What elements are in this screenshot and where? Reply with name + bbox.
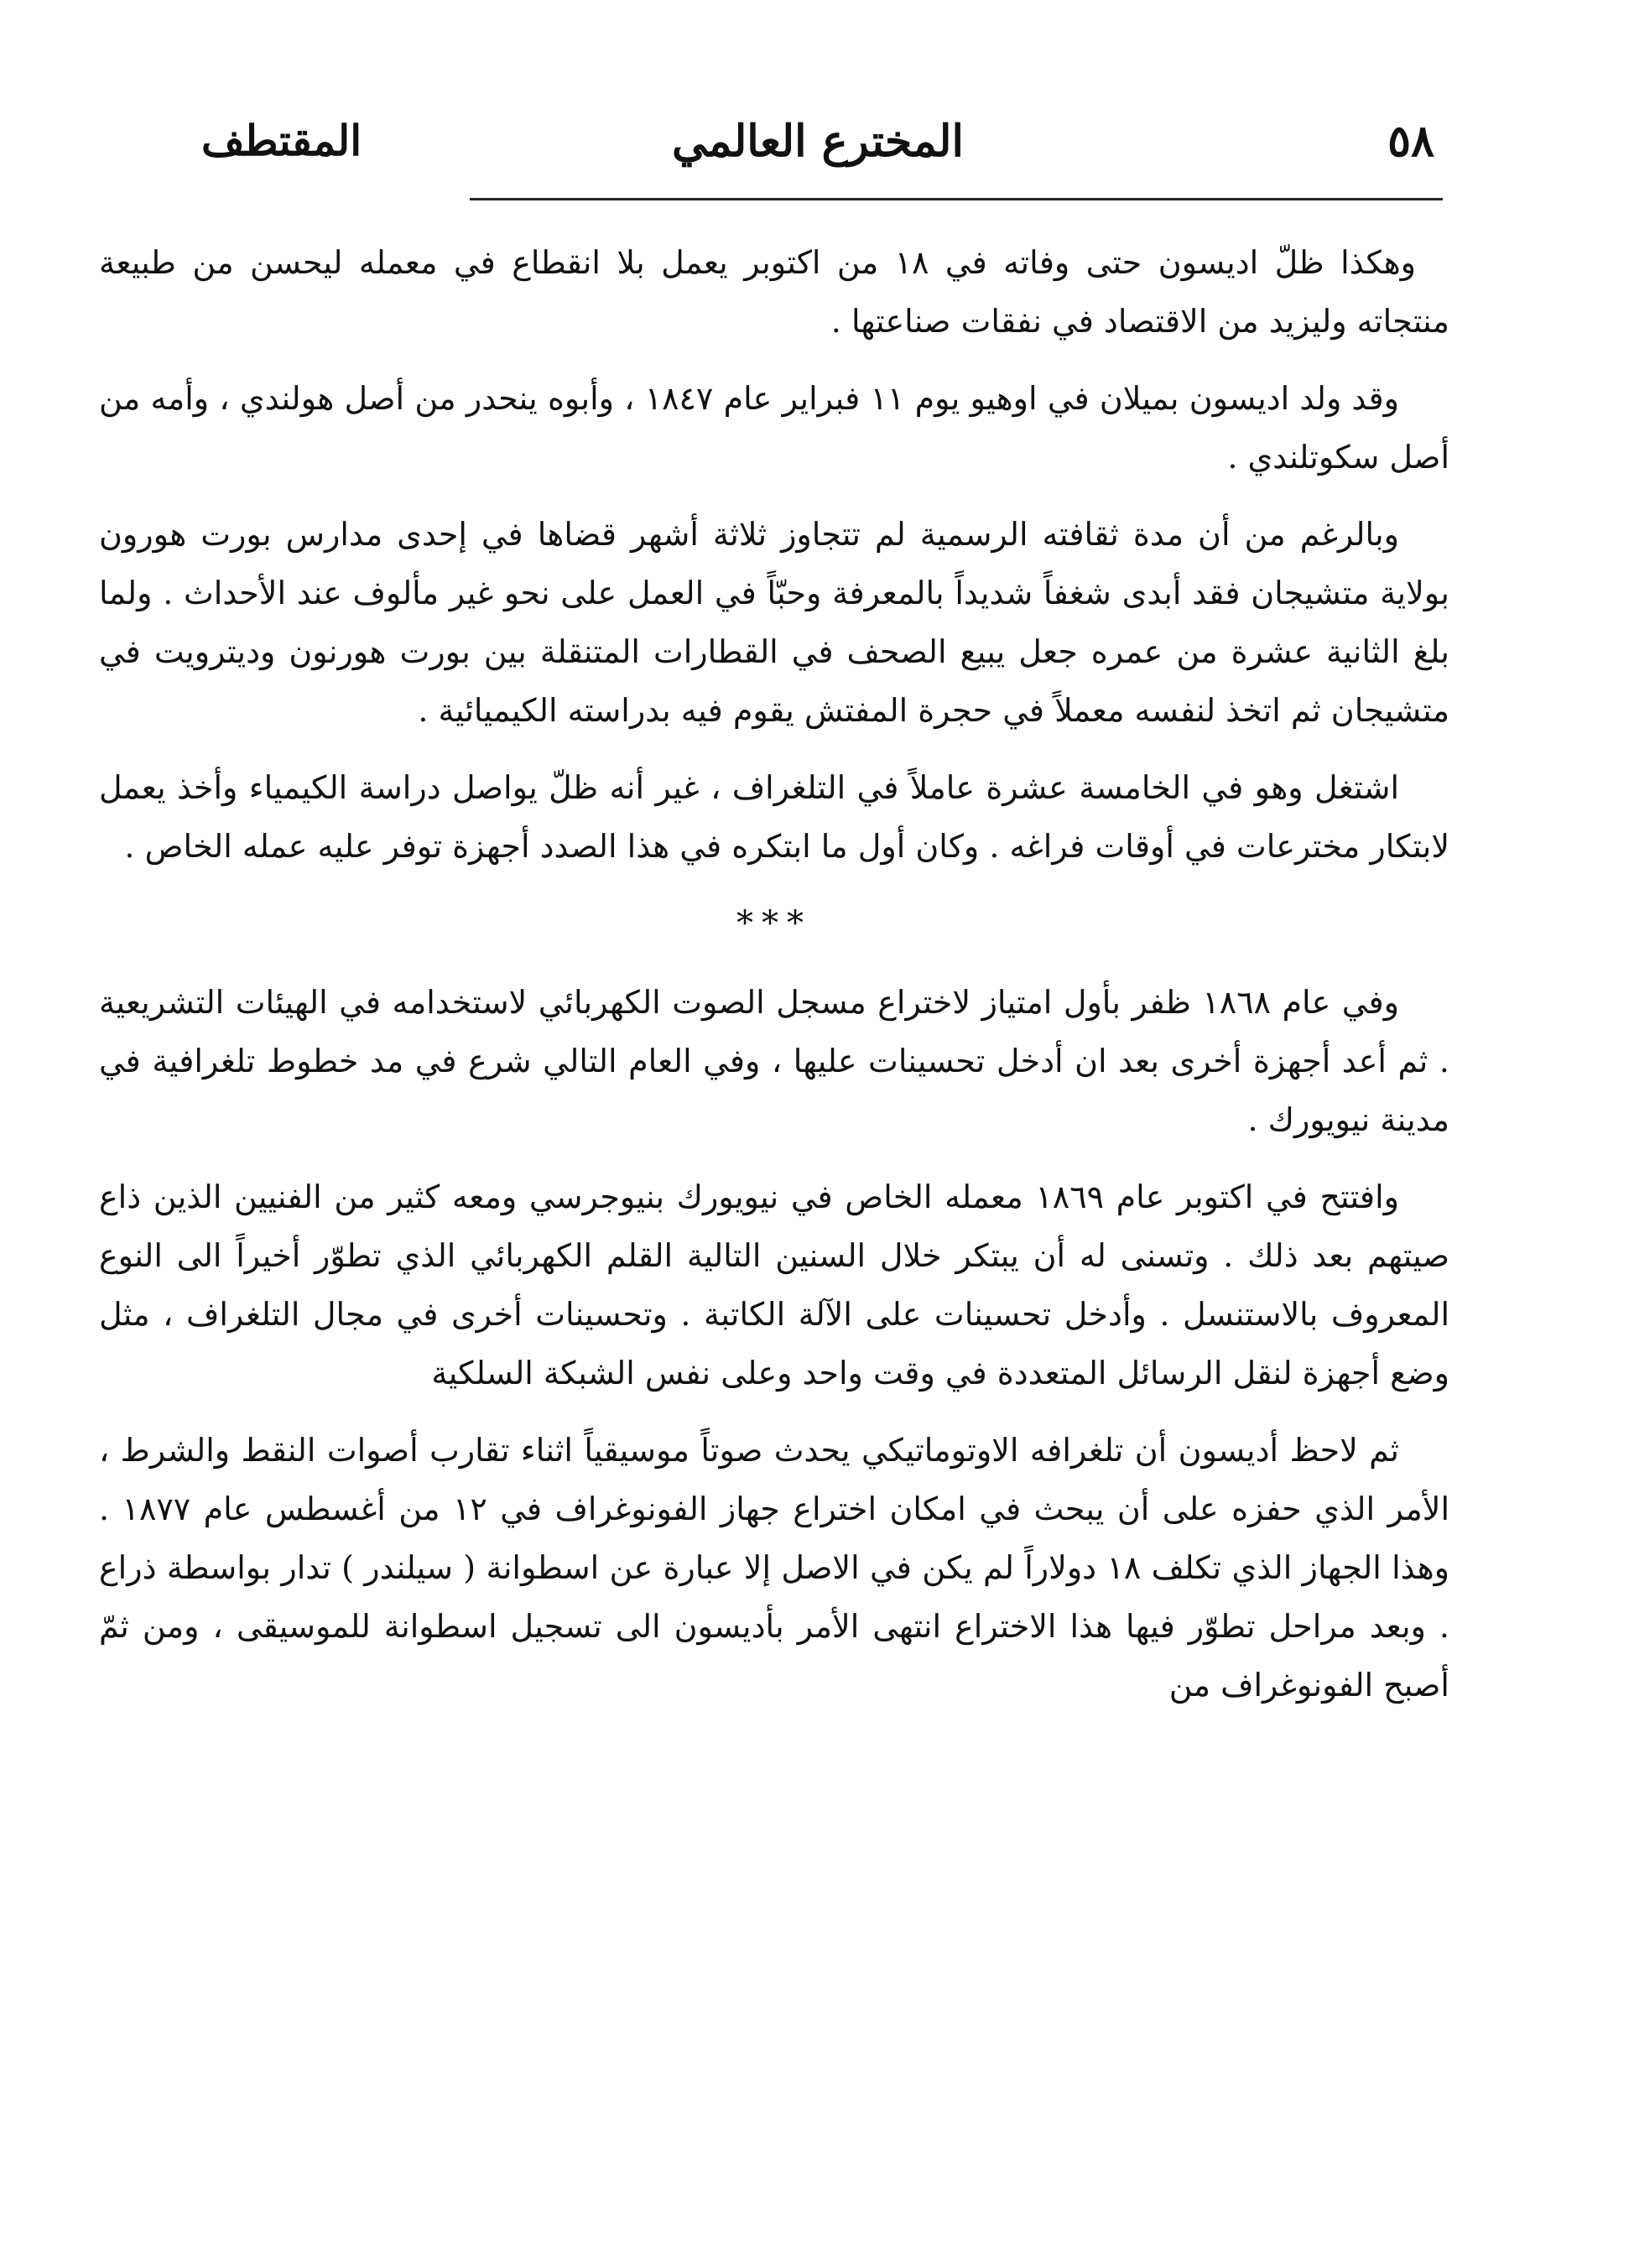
paragraph: وقد ولد اديسون بميلان في اوهيو يوم ١١ فبراير عام ١٨٤٧ ، وأبوه ينحدر من أصل هولندي ، وأمه من أصل سكوتلندي . [99,380,1449,476]
paragraph: ثم لاحظ أديسون أن تلغرافه الاوتوماتيكي يحدث صوتاً موسيقياً اثناء تقارب أصوات النقط والشرط ، الأمر الذي حفزه على أن يبحث في امكان اختراع جهاز الفونوغراف في ١٢ من أغسطس عام ١٨٧٧ . وهذا الجهاز الذي تكلف ١٨ دولاراً لم يكن في الاصل إلا عبارة عن اسطوانة ( سيلندر ) تدار بواسطة ذراع . وبعد مراحل تطوّر فيها هذا الاختراع انتهى الأمر بأديسون الى تسجيل اسطوانة للموسيقى ، ومن ثمّ أصبح الفونوغراف من [99,1432,1449,1704]
paragraph: اشتغل وهو في الخامسة عشرة عاملاً في التلغراف ، غير أنه ظلّ يواصل دراسة الكيمياء وأخذ يعمل لابتكار مخترعات في أوقات فراغه . وكان أول ما ابتكره في هذا الصدد أجهزة توفر عليه عمله الخاص . [99,769,1449,865]
section-divider: *** [736,904,812,943]
paragraph: وهكذا ظلّ اديسون حتى وفاته في ١٨ من اكتوبر يعمل بلا انقطاع في معمله ليحسن من طبيعة منتجاته وليزيد من الاقتصاد في نفقات صناعتها . [99,244,1449,340]
header-rule [470,198,1443,200]
page-number: ٥٨ [1387,116,1434,167]
paragraph: وفي عام ١٨٦٨ ظفر بأول امتياز لاختراع مسجل الصوت الكهربائي لاستخدامه في الهيئات التشريعية . ثم أعد أجهزة أخرى بعد ان أدخل تحسينات عليها ، وفي العام التالي شرع في مد خطوط تلغرافية في مدينة نيويورك . [99,984,1449,1138]
running-title: المخترع العالمي [672,116,964,167]
page-header [201,116,1434,191]
magazine-name: المقتطف [201,116,362,165]
paragraph: وافتتح في اكتوبر عام ١٨٦٩ معمله الخاص في نيويورك بنيوجرسي ومعه كثير من الفنيين الذين ذاع صيتهم بعد ذلك . وتسنى له أن يبتكر خلال السنين التالية القلم الكهربائي الذي تطوّر أخيراً الى النوع المعروف بالاستنسل . وأدخل تحسينات على الآلة الكاتبة . وتحسينات أخرى في مجال التلغراف ، مثل وضع أجهزة لنقل الرسائل المتعددة في وقت واحد وعلى نفس الشبكة السلكية [99,1178,1449,1391]
article-body [99,233,1449,1733]
paragraph: وبالرغم من أن مدة ثقافته الرسمية لم تتجاوز ثلاثة أشهر قضاها في إحدى مدارس بورت هورون بولاية متشيجان فقد أبدى شغفاً شديداً بالمعرفة وحبّاً في العمل على نحو غير مألوف عند الأحداث . ولما بلغ الثانية عشرة من عمره جعل يبيع الصحف في القطارات المتنقلة بين بورت هورنون وديترويت في متشيجان ثم اتخذ لنفسه معملاً في حجرة المفتش يقوم فيه بدراسته الكيميائية . [99,516,1449,729]
